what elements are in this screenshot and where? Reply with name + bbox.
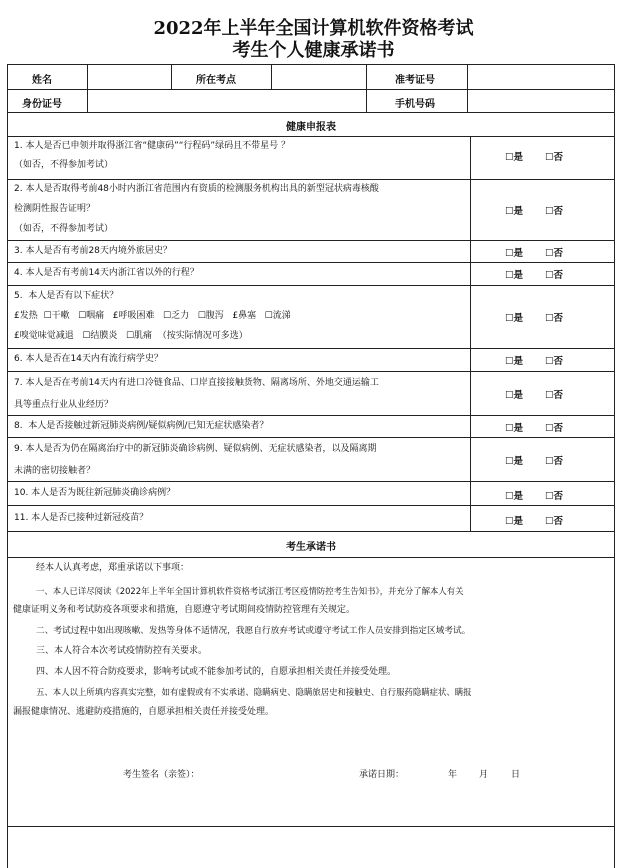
yes-checkbox[interactable]: ☐是 <box>505 491 524 502</box>
date-day: 日 <box>511 770 521 780</box>
no-checkbox[interactable]: ☐否 <box>545 390 564 401</box>
yes-checkbox[interactable]: ☐是 <box>505 206 524 217</box>
no-checkbox[interactable]: ☐否 <box>545 516 564 527</box>
yes-checkbox[interactable]: ☐是 <box>505 423 524 434</box>
row-divider <box>8 505 614 506</box>
answer-3 <box>505 245 563 259</box>
no-checkbox[interactable]: ☐否 <box>545 313 564 324</box>
question-5: 5. 本人是否有以下症状？ £发热 ☐干嗽 ☐咽痛 £呼吸困难 ☐乏力 ☐腹泻 £鼻塞 ☐流涕 £嗅觉味觉减退 ☐结膜炎 ☐肌痛 （按实际情况可多选） <box>14 291 291 341</box>
no-checkbox[interactable]: ☐否 <box>545 423 564 434</box>
ticket-number-label: 准考证号 <box>395 75 435 86</box>
form-title-line1: 2022年上半年全国计算机软件资格考试 <box>153 18 474 39</box>
date-month: 月 <box>479 770 489 780</box>
yes-checkbox[interactable]: ☐是 <box>505 248 524 259</box>
row-divider <box>8 826 614 827</box>
question-6: 6. 本人是否在14天内有流行病学史？ <box>14 354 163 364</box>
pledge-item-4: 四、本人因不符合防疫要求，影响考试或不能参加考试的，自愿承担相关责任并接受处理。 <box>36 667 397 677</box>
question-4: 4. 本人是否有考前14天内浙江省以外的行程？ <box>14 268 199 278</box>
row-divider <box>8 557 614 558</box>
phone-label: 手机号码 <box>395 99 435 110</box>
form-title-line2: 考生个人健康承诺书 <box>232 40 395 61</box>
health-form <box>7 64 615 868</box>
pledge-item-1-cont: 健康证明义务和考试防疫各项要求和措施，自愿遵守考试期间疫情防控管理有关规定。 <box>13 605 356 615</box>
answer-2 <box>505 203 563 217</box>
yes-checkbox[interactable]: ☐是 <box>505 270 524 281</box>
col-divider <box>366 65 367 112</box>
col-divider <box>467 65 468 112</box>
answer-9 <box>505 453 563 467</box>
yes-checkbox[interactable]: ☐是 <box>505 152 524 163</box>
id-number-label: 身份证号 <box>22 99 62 110</box>
name-label: 姓名 <box>32 75 52 86</box>
question-2: 2. 本人是否取得考前48小时内浙江省范围内有资质的检测服务机构出具的新型冠状病毒核酸 检测阴性报告证明？ （如否，不得参加考试） <box>14 184 379 234</box>
no-checkbox[interactable]: ☐否 <box>545 248 564 259</box>
question-11: 11. 本人是否已接种过新冠疫苗？ <box>14 513 149 523</box>
exam-site-label: 所在考点 <box>196 75 236 86</box>
pledge-date-label: 承诺日期： <box>359 770 405 780</box>
answer-10 <box>505 488 563 502</box>
row-divider <box>8 112 614 113</box>
no-checkbox[interactable]: ☐否 <box>545 152 564 163</box>
answer-5 <box>505 310 563 324</box>
pledge-item-1: 一、本人已详尽阅读《2022年上半年全国计算机软件资格考试浙江考区疫情防控考生告知书》，并充分了解本人有关 <box>36 586 464 596</box>
answer-4 <box>505 267 563 281</box>
col-divider <box>470 136 471 531</box>
pledge-item-5-cont: 漏报健康情况、逃避防疫措施的，自愿承担相关责任并接受处理。 <box>13 707 275 717</box>
yes-checkbox[interactable]: ☐是 <box>505 390 524 401</box>
answer-8 <box>505 420 563 434</box>
row-divider <box>8 531 614 532</box>
pledge-intro: 经本人认真考虑，郑重承诺以下事项： <box>36 563 190 573</box>
yes-checkbox[interactable]: ☐是 <box>505 313 524 324</box>
col-divider <box>171 65 172 89</box>
question-7: 7. 本人是否在考前14天内有进口冷链食品、口岸直接接触货物、隔离场所、外地交通运输工 具等重点行业从业经历？ <box>14 378 379 410</box>
pledge-item-2: 二、考试过程中如出现咳嗽、发热等身体不适情况，我愿自行放弃考试或遵守考试工作人员安排到指定区域考试。 <box>36 626 471 636</box>
no-checkbox[interactable]: ☐否 <box>545 270 564 281</box>
date-year: 年 <box>448 770 458 780</box>
pledge-title: 考生承诺书 <box>286 542 336 553</box>
question-8: 8. 本人是否接触过新冠肺炎病例/疑似病例/已知无症状感染者？ <box>14 421 269 431</box>
question-1: 1. 本人是否已申领并取得浙江省“健康码”“行程码”绿码且不带星号 ？ （如否，不得参加考试） <box>14 141 290 170</box>
signature-label: 考生签名（亲签）： <box>123 770 200 780</box>
no-checkbox[interactable]: ☐否 <box>545 456 564 467</box>
col-divider <box>87 65 88 112</box>
pledge-item-3: 三、本人符合本次考试疫情防控有关要求。 <box>36 646 208 656</box>
question-10: 10. 本人是否为既往新冠肺炎确诊病例？ <box>14 488 176 498</box>
answer-1 <box>505 149 563 163</box>
col-divider <box>271 65 272 89</box>
answer-6 <box>505 353 563 367</box>
answer-7 <box>505 387 563 401</box>
no-checkbox[interactable]: ☐否 <box>545 356 564 367</box>
question-9: 9. 本人是否为仍在隔离治疗中的新冠肺炎确诊病例、疑似病例、无症状感染者，以及隔离期 未满的密切接触者？ <box>14 444 377 476</box>
health-declaration-title: 健康申报表 <box>286 122 336 133</box>
yes-checkbox[interactable]: ☐是 <box>505 356 524 367</box>
pledge-item-5: 五、本人以上所填内容真实完整，如有虚假或有不实承诺、隐瞒病史、隐瞒旅居史和接触史、自行服药隐瞒症状、瞒报 <box>36 687 472 697</box>
answer-11 <box>505 513 563 527</box>
no-checkbox[interactable]: ☐否 <box>545 491 564 502</box>
no-checkbox[interactable]: ☐否 <box>545 206 564 217</box>
yes-checkbox[interactable]: ☐是 <box>505 456 524 467</box>
question-3: 3. 本人是否有考前28天内境外旅居史？ <box>14 246 172 256</box>
yes-checkbox[interactable]: ☐是 <box>505 516 524 527</box>
row-divider <box>8 89 614 90</box>
